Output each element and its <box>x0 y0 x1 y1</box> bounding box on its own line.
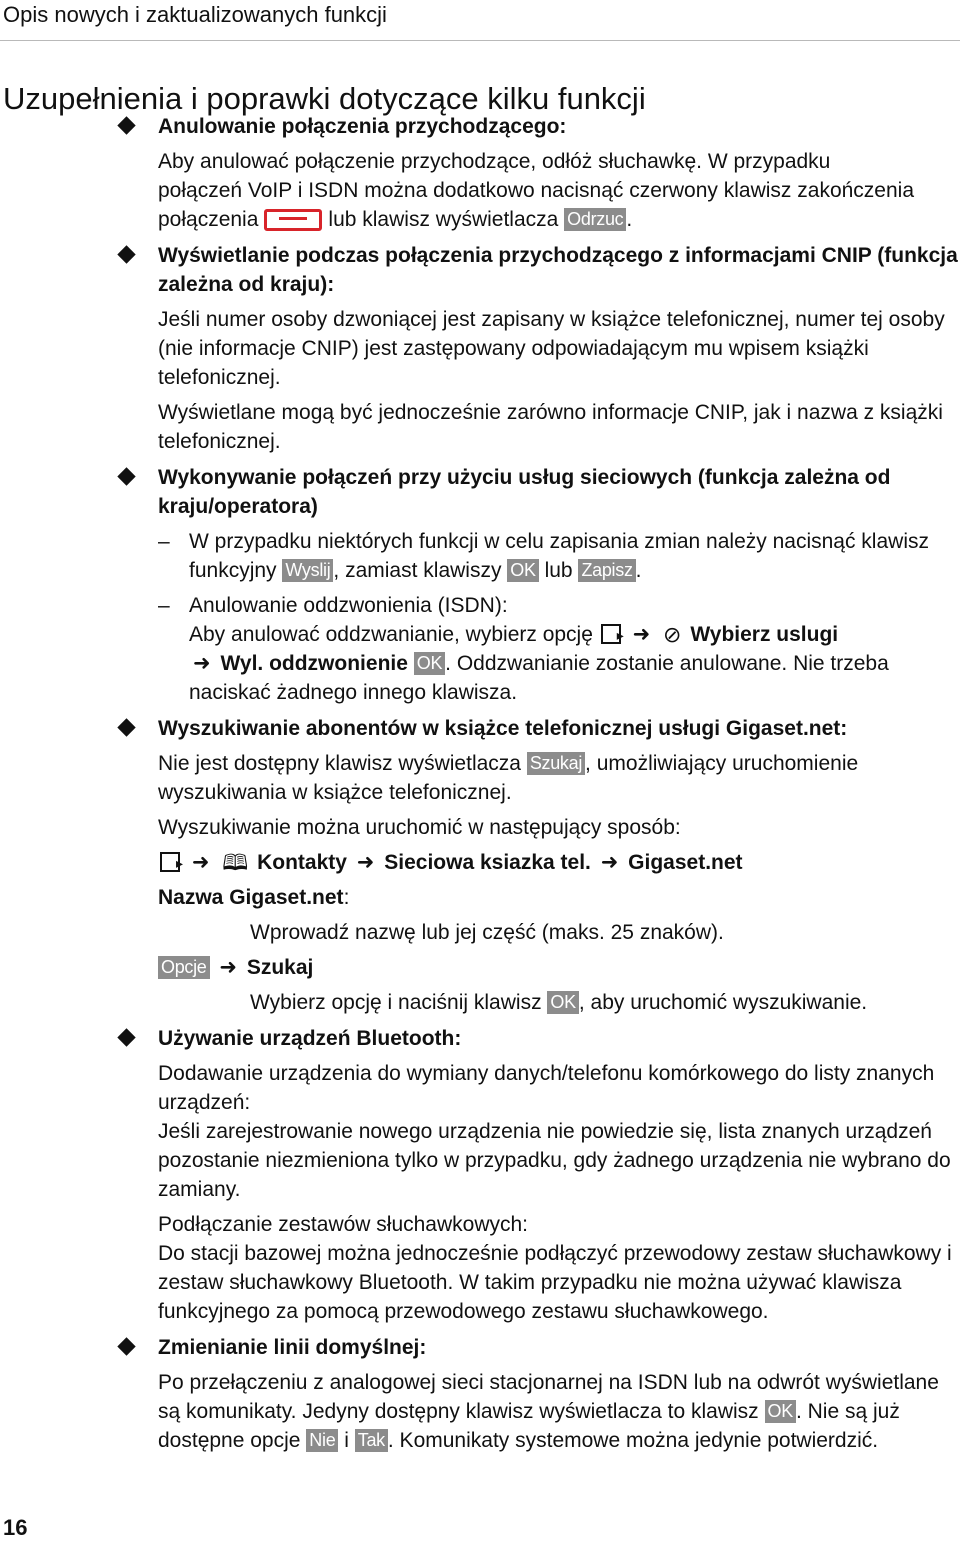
softkey-nie: Nie <box>306 1429 338 1452</box>
section-heading: Używanie urządzeń Bluetooth: <box>158 1027 462 1050</box>
softkey-szukaj: Szukaj <box>527 752 585 775</box>
paragraph <box>158 1368 960 1455</box>
paragraph: Jeśli numer osoby dzwoniącej jest zapisany w książce telefonicznej, numer tej osoby (nie informacje CNIP) jest zastępowany odpowiadającym mu wpisem książki telefonicznej. <box>158 308 945 389</box>
softkey-tak: Tak <box>355 1429 388 1452</box>
field-label <box>158 883 960 912</box>
section-bluetooth <box>158 1024 960 1326</box>
menu-item: Sieciowa ksiazka tel. <box>384 851 591 874</box>
text: i <box>344 1429 349 1452</box>
text: , aby uruchomić wyszukiwanie. <box>578 991 868 1014</box>
menu-key-icon <box>160 852 180 872</box>
options-description <box>250 988 960 1017</box>
text: , zamiast klawiszy <box>333 559 502 582</box>
page-title: Uzupełnienia i poprawki dotyczące kilku funkcji <box>3 80 646 116</box>
section-default-line <box>158 1333 960 1455</box>
softkey-ok: OK <box>765 1400 796 1423</box>
arrow-icon: ➜ <box>193 652 211 675</box>
menu-item: Wybierz uslugi <box>690 623 839 646</box>
text: . Oddzwanianie zostanie anulowane. Nie trzeba naciskać żadnego innego klawisza. <box>189 652 889 704</box>
menu-item: Gigaset.net <box>628 851 743 874</box>
arrow-icon: ➜ <box>191 851 210 874</box>
dash-list-item <box>158 527 960 585</box>
text: W przypadku niektórych funkcji w celu zapisania zmian należy nacisnąć klawisz funkcyjny <box>189 530 929 582</box>
paragraph: Dodawanie urządzenia do wymiany danych/telefonu komórkowego do listy znanych urządzeń: <box>158 1062 935 1114</box>
section-heading: Anulowanie połączenia przychodzącego: <box>158 115 567 138</box>
dash-list-item <box>158 591 960 707</box>
paragraph: Podłączanie zestawów słuchawkowych: <box>158 1213 529 1236</box>
dash-marker: – <box>158 594 170 617</box>
softkey-ok: OK <box>507 559 538 582</box>
section-gigaset-search <box>158 714 960 1017</box>
red-end-call-key-icon <box>264 209 322 231</box>
softkey-odrzuc: Odrzuc <box>564 208 626 231</box>
menu-item: Kontakty <box>257 851 347 874</box>
menu-item: Wyl. oddzwonienie <box>220 652 408 675</box>
menu-item: Szukaj <box>246 956 314 979</box>
text: Wybierz opcję i naciśnij klawisz <box>250 991 542 1014</box>
section-reject-call <box>158 112 960 234</box>
text: . <box>635 559 642 582</box>
text: . Komunikaty systemowe można jedynie potwierdzić. <box>387 1429 879 1452</box>
text: Anulowanie oddzwonienia (ISDN): <box>189 594 508 617</box>
text: Nie jest dostępny klawisz wyświetlacza <box>158 752 521 775</box>
menu-path <box>158 848 960 877</box>
section-heading: Zmienianie linii domyślnej: <box>158 1336 427 1359</box>
field-name: Nazwa Gigaset.net <box>158 886 344 909</box>
text: lub klawisz wyświetlacza <box>328 208 559 231</box>
section-network-services <box>158 463 960 707</box>
field-description: Wprowadź nazwę lub jej część (maks. 25 znaków). <box>250 921 724 944</box>
softkey-ok: OK <box>414 652 445 675</box>
paragraph <box>158 147 960 234</box>
paragraph: Wyszukiwanie można uruchomić w następujący sposób: <box>158 816 681 839</box>
text: , umożliwiający uruchomienie wyszukiwania w książce telefonicznej. <box>158 752 859 804</box>
options-path <box>158 953 960 982</box>
arrow-icon: ➜ <box>219 956 237 979</box>
section-header: Opis nowych i zaktualizowanych funkcji <box>3 2 387 27</box>
diamond-bullet-icon <box>117 718 135 736</box>
section-heading: Wykonywanie połączeń przy użyciu usług sieciowych (funkcja zależna od kraju/operatora) <box>158 466 891 518</box>
paragraph: Do stacji bazowej można jednocześnie podłączyć przewodowy zestaw słuchawkowy i zestaw słuchawkowy Bluetooth. W takim przypadku nie można używać klawisza funkcyjnego za pomocą przewodowego zestawu słuchawkowego. <box>158 1242 952 1323</box>
page-number: 16 <box>3 1515 28 1540</box>
diamond-bullet-icon <box>117 1028 135 1046</box>
diamond-bullet-icon <box>117 245 135 263</box>
section-cnip <box>158 241 960 456</box>
paragraph: Wyświetlane mogą być jednocześnie zarówno informacje CNIP, jak i nazwa z książki telefonicznej. <box>158 401 943 453</box>
dash-marker: – <box>158 530 170 553</box>
softkey-ok: OK <box>547 991 578 1014</box>
text: . Nie są już dostępne opcje <box>158 1400 900 1452</box>
paragraph <box>158 749 960 807</box>
text: : <box>343 886 350 909</box>
network-services-icon: ⊘ <box>663 622 682 647</box>
text: połączenia <box>158 208 259 231</box>
arrow-icon: ➜ <box>600 851 619 874</box>
phonebook-icon: 🕮 <box>222 850 249 875</box>
softkey-zapisz: Zapisz <box>578 559 635 582</box>
header-rule <box>0 40 960 41</box>
arrow-icon: ➜ <box>632 623 651 646</box>
paragraph: Jeśli zarejestrowanie nowego urządzenia nie powiedzie się, lista znanych urządzeń pozostanie niezmieniona tylko w przypadku, gdy żadnego urządzenia nie wybrano do zamiany. <box>158 1120 951 1201</box>
text: Aby anulować połączenie przychodzące, odłóż słuchawkę. W przypadku <box>158 150 831 173</box>
diamond-bullet-icon <box>117 467 135 485</box>
text: . <box>626 208 633 231</box>
section-heading: Wyszukiwanie abonentów w książce telefonicznej usługi Gigaset.net: <box>158 717 848 740</box>
softkey-opcje: Opcje <box>158 956 210 979</box>
diamond-bullet-icon <box>117 1337 135 1355</box>
text: Po przełączeniu z analogowej sieci stacjonarnej na ISDN lub na odwrót wyświetlane są komunikaty. Jedyny dostępny klawisz wyświetlacza to klawisz <box>158 1371 939 1423</box>
text: Aby anulować oddzwanianie, wybierz opcję <box>189 623 593 646</box>
arrow-icon: ➜ <box>356 851 375 874</box>
text: lub <box>544 559 573 582</box>
text: połączeń VoIP i ISDN można dodatkowo nacisnąć czerwony klawisz zakończenia <box>158 179 914 202</box>
section-heading: Wyświetlanie podczas połączenia przychodzącego z informacjami CNIP (funkcja zależna od kraju): <box>158 244 958 296</box>
content <box>158 112 960 1455</box>
menu-key-icon <box>601 624 621 644</box>
softkey-wyslij: Wyslij <box>282 559 333 582</box>
diamond-bullet-icon <box>117 116 135 134</box>
